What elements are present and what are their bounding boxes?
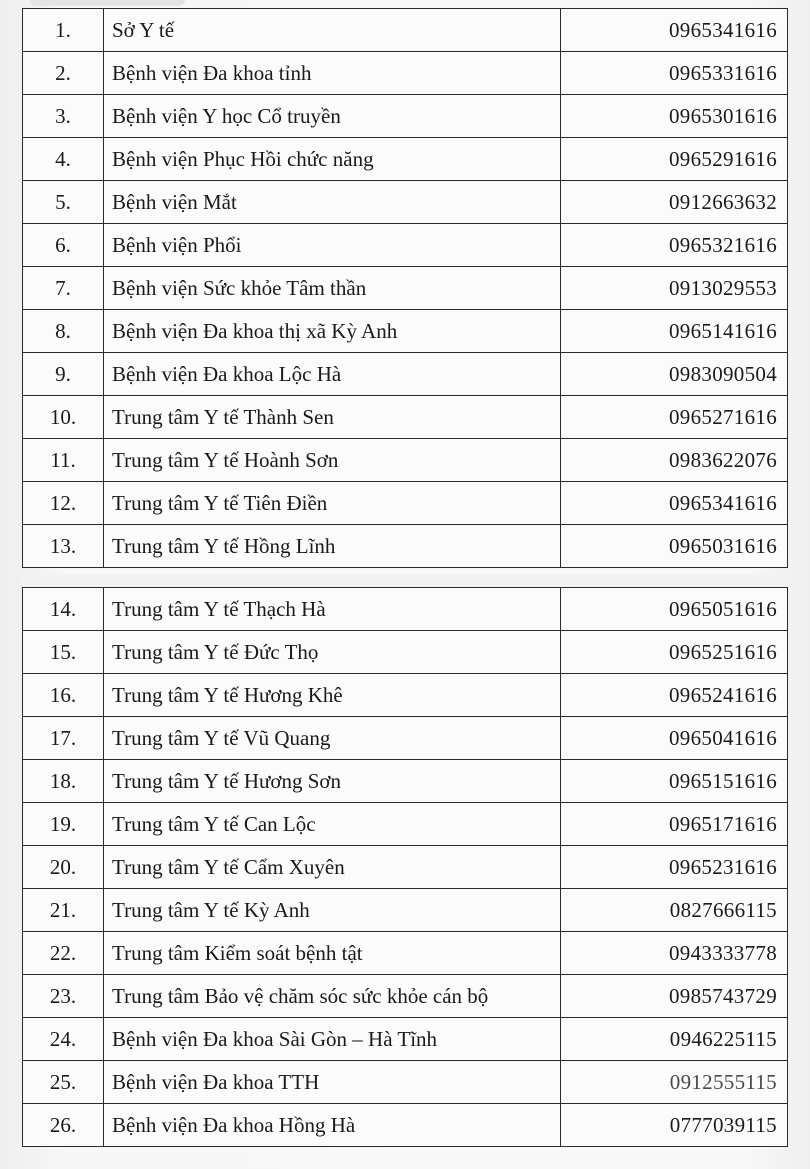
row-number-cell: 2. — [23, 52, 104, 95]
facility-name-cell: Bệnh viện Đa khoa Lộc Hà — [104, 353, 561, 396]
phone-number-cell: 0965241616 — [561, 674, 788, 717]
row-number-cell: 7. — [23, 267, 104, 310]
phone-number-cell: 0965231616 — [561, 846, 788, 889]
table-row — [23, 267, 788, 310]
row-number-cell: 19. — [23, 803, 104, 846]
facility-name-cell: Trung tâm Y tế Thạch Hà — [104, 588, 561, 631]
facility-name-cell: Bệnh viện Mắt — [104, 181, 561, 224]
facility-name-cell: Trung tâm Y tế Hương Sơn — [104, 760, 561, 803]
page-top-tab — [30, 0, 185, 6]
phone-number-cell: 0965341616 — [561, 482, 788, 525]
row-number-cell: 23. — [23, 975, 104, 1018]
facility-name-cell: Bệnh viện Phổi — [104, 224, 561, 267]
row-number-cell: 13. — [23, 525, 104, 568]
table-row — [23, 760, 788, 803]
table-row — [23, 52, 788, 95]
phone-number-cell: 0965331616 — [561, 52, 788, 95]
row-number-cell: 14. — [23, 588, 104, 631]
phone-number-cell: 0965151616 — [561, 760, 788, 803]
phone-number-cell: 0777039115 — [561, 1104, 788, 1147]
row-number-cell: 4. — [23, 138, 104, 181]
phone-number-cell: 0965291616 — [561, 138, 788, 181]
row-number-cell: 6. — [23, 224, 104, 267]
row-number-cell: 11. — [23, 439, 104, 482]
phone-number-cell: 0912663632 — [561, 181, 788, 224]
phone-number-cell: 0827666115 — [561, 889, 788, 932]
row-number-cell: 1. — [23, 9, 104, 52]
table-row — [23, 310, 788, 353]
row-number-cell: 18. — [23, 760, 104, 803]
table-row — [23, 396, 788, 439]
row-number-cell: 21. — [23, 889, 104, 932]
table-row — [23, 588, 788, 631]
phone-number-cell: 0965341616 — [561, 9, 788, 52]
facility-name-cell: Bệnh viện Đa khoa Hồng Hà — [104, 1104, 561, 1147]
hotline-table-part-1 — [22, 8, 788, 568]
phone-number-cell: 0965031616 — [561, 525, 788, 568]
table-row — [23, 889, 788, 932]
page-break-gap — [22, 574, 788, 587]
facility-name-cell: Sở Y tế — [104, 9, 561, 52]
table-row — [23, 717, 788, 760]
table-row — [23, 525, 788, 568]
facility-name-cell: Trung tâm Y tế Hương Khê — [104, 674, 561, 717]
table-row — [23, 482, 788, 525]
phone-number-cell: 0965321616 — [561, 224, 788, 267]
phone-number-cell: 0913029553 — [561, 267, 788, 310]
row-number-cell: 9. — [23, 353, 104, 396]
hotline-table-part-2 — [22, 587, 788, 1147]
table-row — [23, 9, 788, 52]
phone-number-cell: 0965301616 — [561, 95, 788, 138]
phone-number-cell: 0912555115 — [561, 1061, 788, 1104]
row-number-cell: 24. — [23, 1018, 104, 1061]
table-row — [23, 631, 788, 674]
row-number-cell: 12. — [23, 482, 104, 525]
table-row — [23, 224, 788, 267]
facility-name-cell: Bệnh viện Y học Cổ truyền — [104, 95, 561, 138]
facility-name-cell: Trung tâm Kiểm soát bệnh tật — [104, 932, 561, 975]
table-row — [23, 975, 788, 1018]
facility-name-cell: Trung tâm Bảo vệ chăm sóc sức khỏe cán bộ — [104, 975, 561, 1018]
table-row — [23, 181, 788, 224]
table-row — [23, 674, 788, 717]
facility-name-cell: Bệnh viện Đa khoa Sài Gòn – Hà Tĩnh — [104, 1018, 561, 1061]
phone-number-cell: 0985743729 — [561, 975, 788, 1018]
facility-name-cell: Trung tâm Y tế Can Lộc — [104, 803, 561, 846]
facility-name-cell: Bệnh viện Đa khoa tỉnh — [104, 52, 561, 95]
row-number-cell: 16. — [23, 674, 104, 717]
phone-number-cell: 0965171616 — [561, 803, 788, 846]
row-number-cell: 26. — [23, 1104, 104, 1147]
row-number-cell: 22. — [23, 932, 104, 975]
table-row — [23, 1018, 788, 1061]
table-row — [23, 1104, 788, 1147]
facility-name-cell: Trung tâm Y tế Tiên Điền — [104, 482, 561, 525]
row-number-cell: 20. — [23, 846, 104, 889]
facility-name-cell: Bệnh viện Sức khỏe Tâm thần — [104, 267, 561, 310]
phone-number-cell: 0946225115 — [561, 1018, 788, 1061]
phone-number-cell: 0983090504 — [561, 353, 788, 396]
facility-name-cell: Bệnh viện Đa khoa TTH — [104, 1061, 561, 1104]
table-row — [23, 1061, 788, 1104]
facility-name-cell: Trung tâm Y tế Cẩm Xuyên — [104, 846, 561, 889]
facility-name-cell: Trung tâm Y tế Đức Thọ — [104, 631, 561, 674]
table-row — [23, 439, 788, 482]
row-number-cell: 10. — [23, 396, 104, 439]
facility-name-cell: Trung tâm Y tế Hoành Sơn — [104, 439, 561, 482]
facility-name-cell: Bệnh viện Đa khoa thị xã Kỳ Anh — [104, 310, 561, 353]
row-number-cell: 8. — [23, 310, 104, 353]
row-number-cell: 5. — [23, 181, 104, 224]
table-row — [23, 353, 788, 396]
phone-number-cell: 0965251616 — [561, 631, 788, 674]
phone-number-cell: 0965141616 — [561, 310, 788, 353]
facility-name-cell: Bệnh viện Phục Hồi chức năng — [104, 138, 561, 181]
table-row — [23, 932, 788, 975]
row-number-cell: 25. — [23, 1061, 104, 1104]
phone-number-cell: 0965041616 — [561, 717, 788, 760]
row-number-cell: 17. — [23, 717, 104, 760]
facility-name-cell: Trung tâm Y tế Kỳ Anh — [104, 889, 561, 932]
facility-name-cell: Trung tâm Y tế Vũ Quang — [104, 717, 561, 760]
table-row — [23, 846, 788, 889]
table-row — [23, 803, 788, 846]
phone-number-cell: 0965051616 — [561, 588, 788, 631]
table-row — [23, 138, 788, 181]
facility-name-cell: Trung tâm Y tế Thành Sen — [104, 396, 561, 439]
row-number-cell: 15. — [23, 631, 104, 674]
row-number-cell: 3. — [23, 95, 104, 138]
phone-number-cell: 0965271616 — [561, 396, 788, 439]
phone-number-cell: 0983622076 — [561, 439, 788, 482]
table-row — [23, 95, 788, 138]
facility-name-cell: Trung tâm Y tế Hồng Lĩnh — [104, 525, 561, 568]
phone-number-cell: 0943333778 — [561, 932, 788, 975]
